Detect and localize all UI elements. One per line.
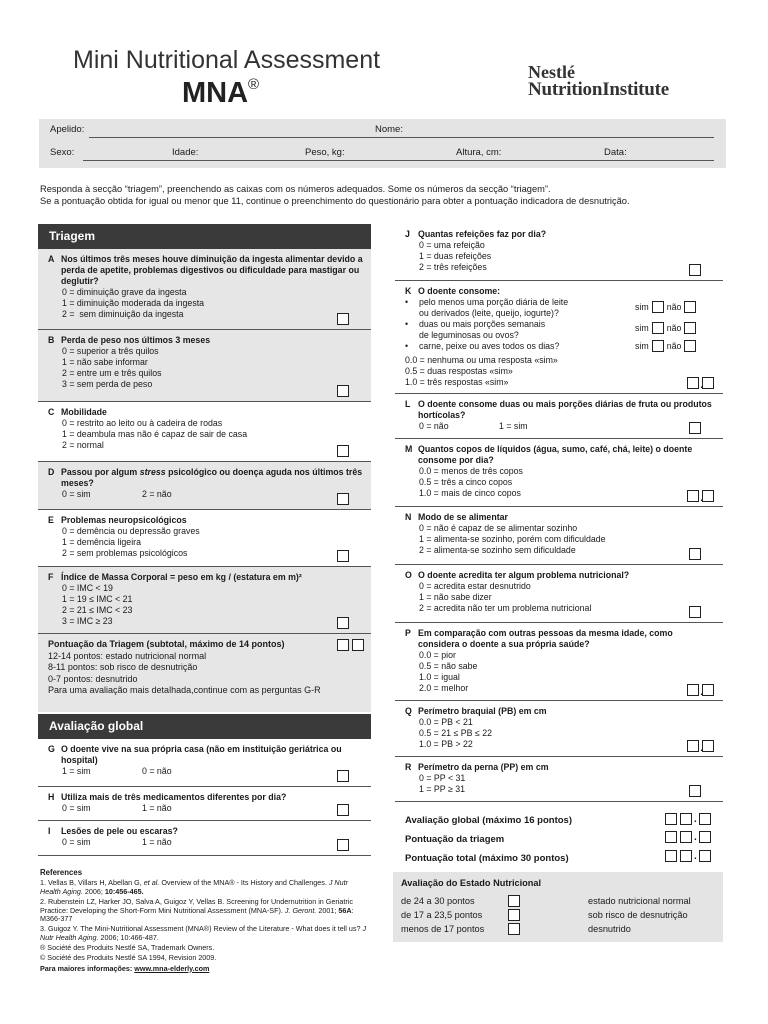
- nutritional-status-box: [393, 872, 723, 942]
- total-triagem-label: Pontuação da triagem: [405, 834, 505, 845]
- sexo-label: Sexo:: [50, 147, 75, 158]
- answer-box-p-1[interactable]: [687, 684, 699, 696]
- triagem-total-box-3[interactable]: [699, 831, 711, 843]
- triagem-total-box-2[interactable]: [680, 831, 692, 843]
- idade-label: Idade:: [172, 147, 199, 158]
- answer-box-i[interactable]: [337, 839, 349, 851]
- subtotal-box-2[interactable]: [352, 639, 364, 651]
- k1-nao-box[interactable]: [684, 301, 696, 313]
- global-total-box-2[interactable]: [680, 813, 692, 825]
- answer-box-m-1[interactable]: [687, 490, 699, 502]
- references: References 1. Vellas B, Villars H, Abellan G, et al. Overview of the MNA® - Its History and Challenges. J Nutr Health Aging. 2006; 10:456-465. 2. Rubenstein LZ, Harker JO, Salva A, Guigoz Y, Vellas B. Screening for Undernutrition in Geriatric Practice: Developing the Short-Form Mini Nutritional Assessment (MNA-SF). J. Geront. 2001; 56A: M366-377 3. Guigoz Y. The Mini-Nutritional Assessment (MNA®) Review of the Literature - What does it tell us? J Nutr Health Aging. 2006; 10:466-487. ® Société des Produits Nestlé SA, Trademark Owners. © Société des Produits Nestlé SA 1994, Revision 2009. Para maiores informações: www.mna-elderly.com: [40, 868, 367, 973]
- form-subtitle: MNA®: [182, 76, 260, 109]
- answer-box-k-1[interactable]: [687, 377, 699, 389]
- total-score-label: Pontuação total (máximo 30 pontos): [405, 853, 569, 864]
- total-global-label: Avaliação global (máximo 16 pontos): [405, 815, 572, 826]
- question-b: B Perda de peso nos últimos 3 meses 0 = superior a três quilos 1 = não sabe informar 2 = entre um e três quilos 3 = sem perda de peso: [38, 330, 371, 402]
- total-score-box-2[interactable]: [680, 850, 692, 862]
- k2-sim-box[interactable]: [652, 322, 664, 334]
- answer-box-q-2[interactable]: [702, 740, 714, 752]
- triagem-total-box-1[interactable]: [665, 831, 677, 843]
- answer-box-g[interactable]: [337, 770, 349, 782]
- answer-box-l[interactable]: [689, 422, 701, 434]
- answer-box-b[interactable]: [337, 385, 349, 397]
- k1-sim-box[interactable]: [652, 301, 664, 313]
- answer-box-n[interactable]: [689, 548, 701, 560]
- peso-label: Peso, kg:: [305, 147, 345, 158]
- apelido-line[interactable]: [89, 137, 714, 138]
- question-r: R Perímetro da perna (PP) em cm 0 = PP < 31 1 = PP ≥ 31: [395, 757, 723, 802]
- altura-label: Altura, cm:: [456, 147, 502, 158]
- status-range-1: de 24 a 30 pontos: [401, 896, 475, 906]
- global-total-box-1[interactable]: [665, 813, 677, 825]
- mna-link[interactable]: www.mna-elderly.com: [134, 963, 210, 973]
- details-line[interactable]: [83, 160, 714, 161]
- left-column: [38, 224, 371, 856]
- question-n: N Modo de se alimentar 0 = não é capaz de se alimentar sozinho 1 = alimenta-se sozinho, porém com dificuldade 2 = alimenta-se sozinho sem dificuldade: [395, 507, 723, 565]
- question-f: F Índice de Massa Corporal = peso em kg / (estatura em m)² 0 = IMC < 19 1 = 19 ≤ IMC < 21 2 = 21 ≤ IMC < 23 3 = IMC ≥ 23: [38, 567, 371, 634]
- question-e: E Problemas neuropsicológicos 0 = demência ou depressão graves 1 = demência ligeira 2 = sem problemas psicológicos: [38, 510, 371, 567]
- apelido-label: Apelido:: [50, 124, 85, 135]
- question-k: K O doente consome: • pelo menos uma porção diária de leite ou derivados (leite, queijo, iogurte)? sim não • duas ou mais porções semanais de leguminosas ou ovos? sim não • carne, peixe ou aves todos os dias? sim não 0.0 = nenhuma ou uma resposta «sim» 0.5 = duas respostas «sim» 1.0 = três respostas «sim»: [395, 281, 723, 394]
- status-box-malnourished[interactable]: [508, 923, 520, 935]
- answer-box-k-2[interactable]: [702, 377, 714, 389]
- question-m: M Quantos copos de líquidos (água, sumo, café, chá, leite) o doente consome por dia? 0.0 = menos de três copos 0.5 = três a cinco copos 1.0 = mais de cinco copos: [395, 439, 723, 507]
- answer-box-m-2[interactable]: [702, 490, 714, 502]
- answer-box-p-2[interactable]: [702, 684, 714, 696]
- question-d: D Passou por algum stress psicológico ou doença aguda nos últimos três meses? 0 = sim 2 = não: [38, 462, 371, 510]
- answer-box-f[interactable]: [337, 617, 349, 629]
- status-box-risk[interactable]: [508, 909, 520, 921]
- status-desc-3: desnutrido: [588, 924, 631, 934]
- answer-box-a[interactable]: [337, 313, 349, 325]
- patient-identification: [39, 119, 726, 168]
- form-title: Mini Nutritional Assessment: [73, 46, 381, 74]
- question-a: A Nos últimos três meses houve diminuição da ingesta alimentar devido a perda de apetite, problemas digestivos ou dificuldade para mastigar ou deglutir? 0 = diminuição grave da ingesta 1 = diminuição moderada da ingesta 2 = sem diminuição da ingesta: [38, 249, 371, 330]
- subtotal-box-1[interactable]: [337, 639, 349, 651]
- nestle-logo: Nestlé NutritionInstitute: [528, 62, 670, 100]
- section-triagem: Triagem: [38, 224, 371, 249]
- k2-nao-box[interactable]: [684, 322, 696, 334]
- global-total-box-3[interactable]: [699, 813, 711, 825]
- question-q: Q Perímetro braquial (PB) em cm 0.0 = PB < 21 0.5 = 21 ≤ PB ≤ 22 1.0 = PB > 22: [395, 701, 723, 757]
- answer-box-e[interactable]: [337, 550, 349, 562]
- answer-box-c[interactable]: [337, 445, 349, 457]
- question-i: I Lesões de pele ou escaras? 0 = sim 1 = não: [38, 821, 371, 856]
- k3-nao-box[interactable]: [684, 340, 696, 352]
- status-range-2: de 17 a 23,5 pontos: [401, 910, 483, 920]
- status-title: Avaliação do Estado Nutricional: [401, 878, 542, 888]
- status-range-3: menos de 17 pontos: [401, 924, 485, 934]
- total-score-box-3[interactable]: [699, 850, 711, 862]
- k3-sim-box[interactable]: [652, 340, 664, 352]
- question-h: H Utiliza mais de três medicamentos diferentes por dia? 0 = sim 1 = não: [38, 787, 371, 821]
- question-p: P Em comparação com outras pessoas da mesma idade, como considera o doente a sua própria saúde? 0.0 = pior 0.5 = não sabe 1.0 = igual 2.0 = melhor: [395, 623, 723, 701]
- question-o: O O doente acredita ter algum problema nutricional? 0 = acredita estar desnutrido 1 = não sabe dizer 2 = acredita não ter um problema nutricional: [395, 565, 723, 623]
- question-l: L O doente consome duas ou mais porções diárias de fruta ou produtos hortícolas? 0 = não 1 = sim: [395, 394, 723, 439]
- question-c: C Mobilidade 0 = restrito ao leito ou à cadeira de rodas 1 = deambula mas não é capaz de sair de casa 2 = normal: [38, 402, 371, 462]
- status-desc-2: sob risco de desnutrição: [588, 910, 688, 920]
- question-g: G O doente vive na sua própria casa (não em instituição geriátrica ou hospital) 1 = sim 0 = não: [38, 739, 371, 787]
- answer-box-r[interactable]: [689, 785, 701, 797]
- nome-label: Nome:: [375, 124, 403, 135]
- status-desc-1: estado nutricional normal: [588, 896, 691, 906]
- answer-box-q-1[interactable]: [687, 740, 699, 752]
- question-j: J Quantas refeições faz por dia? 0 = uma refeição 1 = duas refeições 2 = três refeições: [395, 224, 723, 281]
- instructions: Responda à secção “triagem”, preenchendo as caixas com os números adequados. Some os números da secção “triagem”. Se a pontuação obtida for igual ou menor que 11, continue o preenchimento do questionário para obter a pontuação indicadora de desnutrição.: [40, 184, 630, 206]
- answer-box-o[interactable]: [689, 606, 701, 618]
- total-score-box-1[interactable]: [665, 850, 677, 862]
- data-label: Data:: [604, 147, 627, 158]
- triagem-subtotal: Pontuação da Triagem (subtotal, máximo de 14 pontos) 12-14 pontos: estado nutricional normal 8-11 pontos: sob risco de desnutrição 0-7 pontos: desnutrido Para uma avaliação mais detalhada,continue com as perguntas G-R: [38, 634, 371, 712]
- answer-box-d[interactable]: [337, 493, 349, 505]
- status-box-normal[interactable]: [508, 895, 520, 907]
- answer-box-h[interactable]: [337, 804, 349, 816]
- answer-box-j[interactable]: [689, 264, 701, 276]
- section-avaliacao-global: Avaliação global: [38, 714, 371, 739]
- right-column: [395, 224, 723, 802]
